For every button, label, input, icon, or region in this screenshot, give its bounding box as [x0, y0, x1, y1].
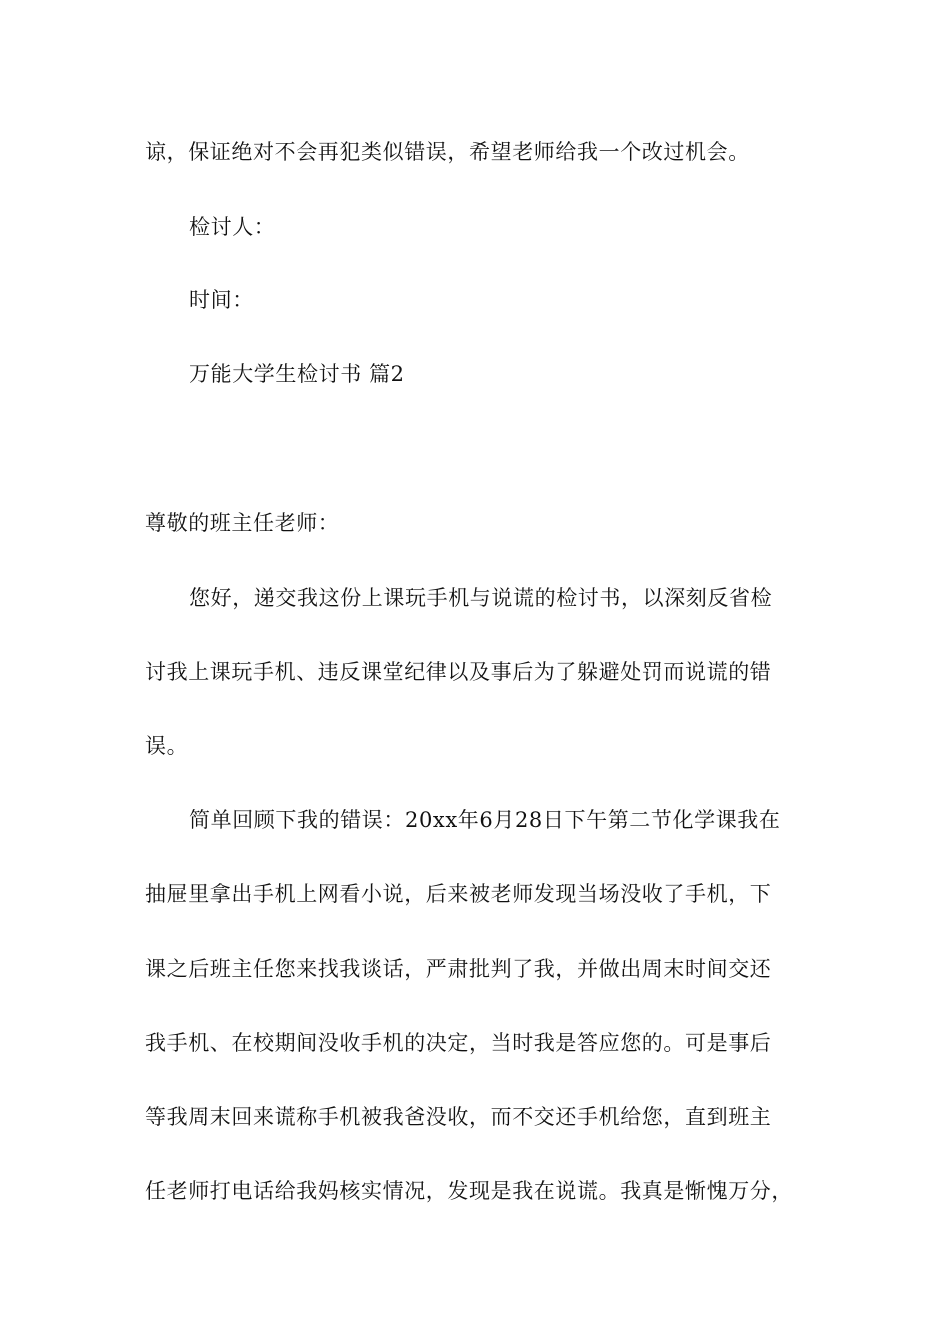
text-line-7: 讨我上课玩手机、违反课堂纪律以及事后为了躲避处罚而说谎的错 [145, 660, 772, 684]
text-line-12: 我手机、在校期间没收手机的决定，当时我是答应您的。可是事后 [145, 1031, 772, 1055]
section-heading: 万能大学生检讨书 篇2 [189, 362, 405, 386]
signer-label: 检讨人： [189, 215, 276, 239]
text-line-11: 课之后班主任您来找我谈话，严肃批判了我，并做出周末时间交还 [145, 957, 772, 981]
text-line-1: 谅，保证绝对不会再犯类似错误，希望老师给我一个改过机会。 [145, 140, 750, 164]
salutation: 尊敬的班主任老师： [145, 511, 340, 535]
date-label: 时间： [189, 288, 254, 312]
text-line-10: 抽屉里拿出手机上网看小说，后来被老师发现当场没收了手机，下 [145, 882, 772, 906]
text-line-13: 等我周末回来谎称手机被我爸没收，而不交还手机给您，直到班主 [145, 1105, 772, 1129]
text-line-9: 简单回顾下我的错误：20xx年6月28日下午第二节化学课我在 [189, 808, 781, 832]
text-line-8: 误。 [145, 734, 189, 758]
text-line-6: 您好，递交我这份上课玩手机与说谎的检讨书，以深刻反省检 [189, 586, 773, 610]
text-line-14: 任老师打电话给我妈核实情况，发现是我在说谎。我真是惭愧万分， [145, 1179, 793, 1203]
